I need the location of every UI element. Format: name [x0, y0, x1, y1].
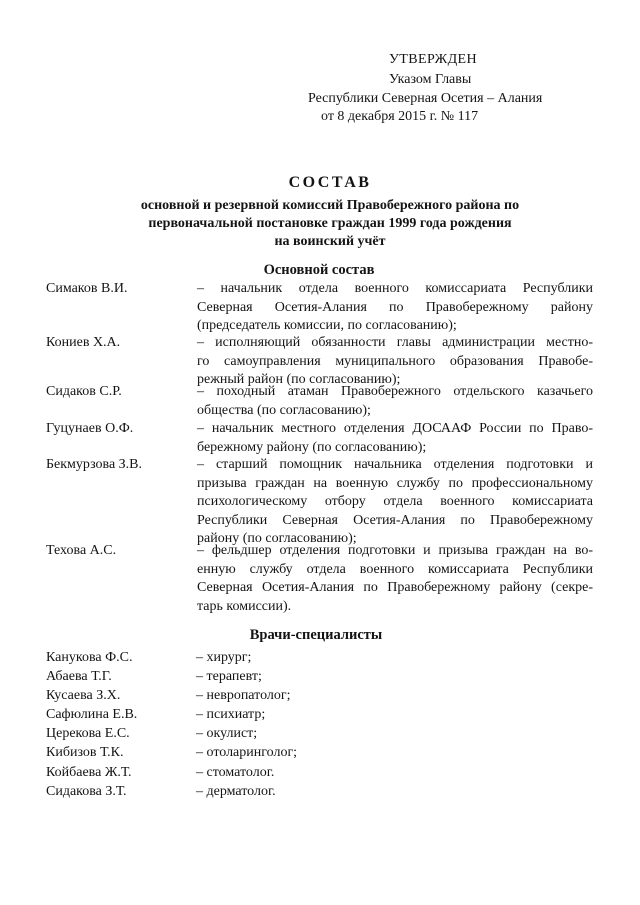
role-line: общества (по согласованию); — [197, 402, 371, 418]
doctor-name: Койбаева Ж.Т. — [46, 764, 132, 780]
role-line: – фельдшер отделения подготовки и призыва граждан на во- — [197, 543, 593, 558]
doctor-specialty: – стоматолог. — [196, 764, 275, 780]
main-section-heading: Основной состав — [263, 262, 375, 278]
role-line: Республики Северная Осетия-Алания по Правобережному — [197, 512, 593, 528]
doctor-name: Канукова Ф.С. — [46, 650, 133, 665]
doctor-row — [0, 648, 640, 667]
member-role — [197, 420, 593, 457]
approval-line-approved: УТВЕРЖДЕН — [389, 52, 478, 67]
role-line: – походный атаман Правобережного отдельского казачьего — [197, 384, 593, 399]
member-role — [197, 334, 593, 390]
role-line: Северная Осетия-Алания по Правобережному району — [197, 299, 593, 315]
doctor-specialty: – терапевт; — [196, 669, 262, 685]
subtitle-line: основной и резервной комиссий Правобережного района по — [140, 198, 520, 213]
document-subtitle — [40, 197, 620, 251]
role-line: бережному району (по согласованию); — [197, 439, 427, 455]
member-role — [197, 456, 593, 549]
role-line: призыва граждан на военную службу по профессиональному — [197, 475, 593, 491]
member-name: Гуцунаев О.Ф. — [46, 421, 134, 436]
approval-line-republic: Республики Северная Осетия – Алания — [308, 91, 543, 106]
doctor-row — [0, 743, 640, 762]
role-line: режный район (по согласованию); — [197, 372, 401, 388]
doctor-row — [0, 705, 640, 724]
doctor-name: Сафюлина Е.В. — [46, 707, 138, 723]
doctor-name: Церекова Е.С. — [46, 726, 130, 742]
doctor-specialty: – отоларинголог; — [196, 745, 298, 761]
doctor-specialty: – невропатолог; — [196, 688, 291, 704]
role-line: району (по согласованию); — [197, 531, 357, 547]
role-line: психологическому отбору отдела военного комиссариата — [197, 494, 593, 510]
role-line: – старший помощник начальника отделения подготовки и — [197, 457, 593, 472]
role-line: – начальник отдела военного комиссариата Республики — [197, 281, 593, 296]
role-line: тарь комиссии). — [197, 598, 292, 614]
doctor-name: Кусаева З.Х. — [46, 688, 121, 704]
approval-line-date: от 8 декабря 2015 г. № 117 — [321, 109, 479, 124]
role-line: енную службу отдела военного комиссариата Республики — [197, 561, 593, 577]
doctor-name: Сидакова З.Т. — [46, 783, 127, 799]
subtitle-line: на воинский учёт — [274, 234, 386, 249]
doctor-name: Абаева Т.Г. — [46, 669, 112, 685]
doctor-row — [0, 763, 640, 782]
title-block — [40, 173, 620, 251]
doctor-row — [0, 724, 640, 743]
member-name: Бекмурзова З.В. — [46, 457, 143, 472]
approval-line-decree: Указом Главы — [389, 72, 472, 87]
role-line: – исполняющий обязанности главы администрации местно- — [197, 335, 593, 350]
role-line: (председатель комиссии, по согласованию); — [197, 318, 457, 334]
doctor-specialty: – окулист; — [196, 726, 258, 742]
doctor-specialty: – хирург; — [196, 650, 252, 665]
document-title: СОСТАВ — [288, 174, 372, 191]
role-line: Северная Осетия-Алания по Правобережному району (секре- — [197, 580, 593, 596]
member-role — [197, 280, 593, 336]
member-name: Кониев Х.А. — [46, 335, 121, 350]
doctor-name: Кибизов Т.К. — [46, 745, 124, 761]
doctor-specialty: – психиатр; — [196, 707, 266, 723]
member-role — [197, 542, 593, 616]
member-name: Сидаков С.Р. — [46, 384, 122, 399]
doctor-specialty: – дерматолог. — [196, 783, 276, 799]
doctors-section-heading: Врачи-специалисты — [249, 627, 383, 643]
member-role — [197, 383, 593, 420]
doctors-list — [0, 648, 640, 801]
member-name: Техова А.С. — [46, 543, 117, 558]
member-name: Симаков В.И. — [46, 281, 128, 296]
role-line: го самоуправления муниципального образования Правобе- — [197, 353, 593, 369]
doctor-row — [0, 667, 640, 686]
doctor-row — [0, 782, 640, 801]
role-line: – начальник местного отделения ДОСААФ России по Право- — [197, 421, 593, 436]
subtitle-line: первоначальной постановке граждан 1999 года рождения — [148, 216, 512, 231]
doctor-row — [0, 686, 640, 705]
